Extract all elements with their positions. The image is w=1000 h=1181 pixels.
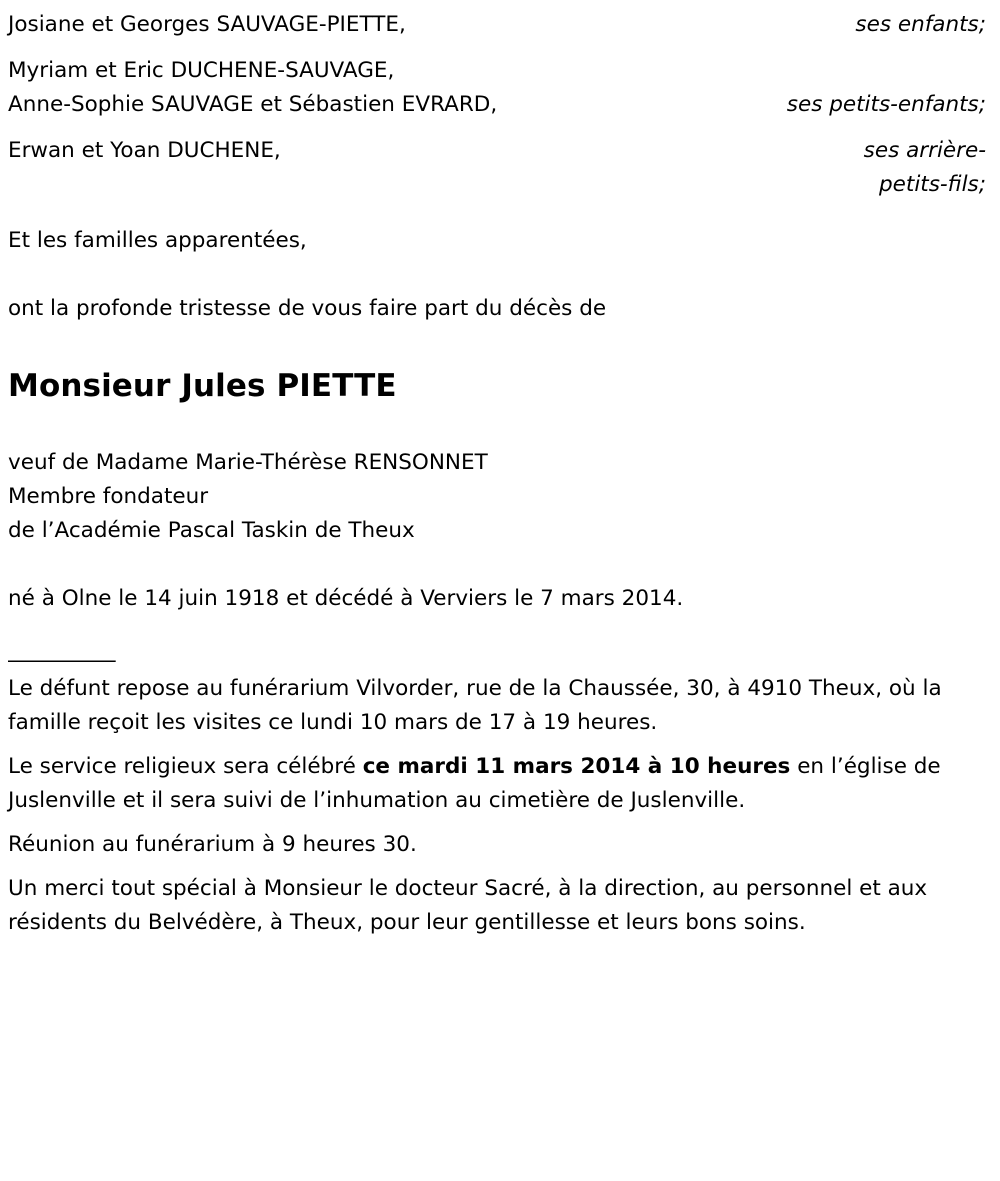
family-names-children bbox=[8, 8, 406, 42]
spacer bbox=[8, 258, 988, 292]
relation-label-grandchildren: ses petits-enfants; bbox=[786, 92, 986, 117]
family-names-great-grandsons bbox=[8, 134, 281, 168]
spacer bbox=[8, 664, 988, 672]
spacer bbox=[8, 548, 988, 582]
spouse-line: veuf de Madame Marie-Thérèse RENSONNET bbox=[8, 450, 488, 475]
birth-death-line: né à Olne le 14 juin 1918 et décédé à Verviers le 7 mars 2014. bbox=[8, 586, 684, 611]
announcement-intro: ont la profonde tristesse de vous faire part du décès de bbox=[8, 296, 607, 321]
family-group-great-grandsons bbox=[8, 134, 988, 202]
service-text-after: en l’église de Juslenville et il sera suivi de l’inhumation au cimetière de Juslenville. bbox=[8, 754, 941, 813]
service-text-before: Le service religieux sera célébré bbox=[8, 754, 363, 779]
related-families-line: Et les familles apparentées, bbox=[8, 228, 307, 253]
spacer bbox=[8, 406, 988, 446]
relation-label-great-grandsons bbox=[864, 134, 988, 202]
spacer bbox=[8, 326, 988, 366]
family-name-line: Josiane et Georges SAUVAGE-PIETTE, bbox=[8, 12, 406, 37]
relation-label-children: ses enfants; bbox=[855, 12, 986, 37]
spacer bbox=[8, 42, 988, 54]
spacer bbox=[8, 202, 988, 224]
section-separator: __________ bbox=[8, 638, 116, 663]
service-datetime-bold: ce mardi 11 mars 2014 à 10 heures bbox=[362, 754, 791, 779]
deceased-name-heading: Monsieur Jules PIETTE bbox=[8, 368, 397, 404]
title-line-1: Membre fondateur bbox=[8, 484, 209, 509]
paragraph-reunion: Réunion au funérarium à 9 heures 30. bbox=[8, 832, 417, 857]
family-group-grandchildren bbox=[8, 54, 988, 122]
relation-label-line-2: petits-fils; bbox=[879, 172, 986, 197]
family-name-line: Anne-Sophie SAUVAGE et Sébastien EVRARD, bbox=[8, 92, 498, 117]
spacer bbox=[8, 122, 988, 134]
title-line-2: de l’Académie Pascal Taskin de Theux bbox=[8, 518, 415, 543]
spacer bbox=[8, 616, 988, 638]
relation-label-line-1: ses arrière- bbox=[863, 138, 986, 163]
family-names-grandchildren bbox=[8, 54, 497, 122]
family-name-line: Erwan et Yoan DUCHENE, bbox=[8, 138, 281, 163]
paragraph-repose: Le défunt repose au funérarium Vilvorder, rue de la Chaussée, 30, à 4910 Theux, où la famille reçoit les visites ce lundi 10 mars de 17 à 19 heures. bbox=[8, 676, 942, 735]
family-group-children bbox=[8, 8, 988, 42]
paragraph-service bbox=[8, 750, 970, 818]
family-name-line: Myriam et Eric DUCHENE-SAUVAGE, bbox=[8, 58, 395, 83]
paragraph-thanks: Un merci tout spécial à Monsieur le docteur Sacré, à la direction, au personnel et aux résidents du Belvédère, à Theux, pour leur gentillesse et leurs bons soins. bbox=[8, 876, 928, 935]
